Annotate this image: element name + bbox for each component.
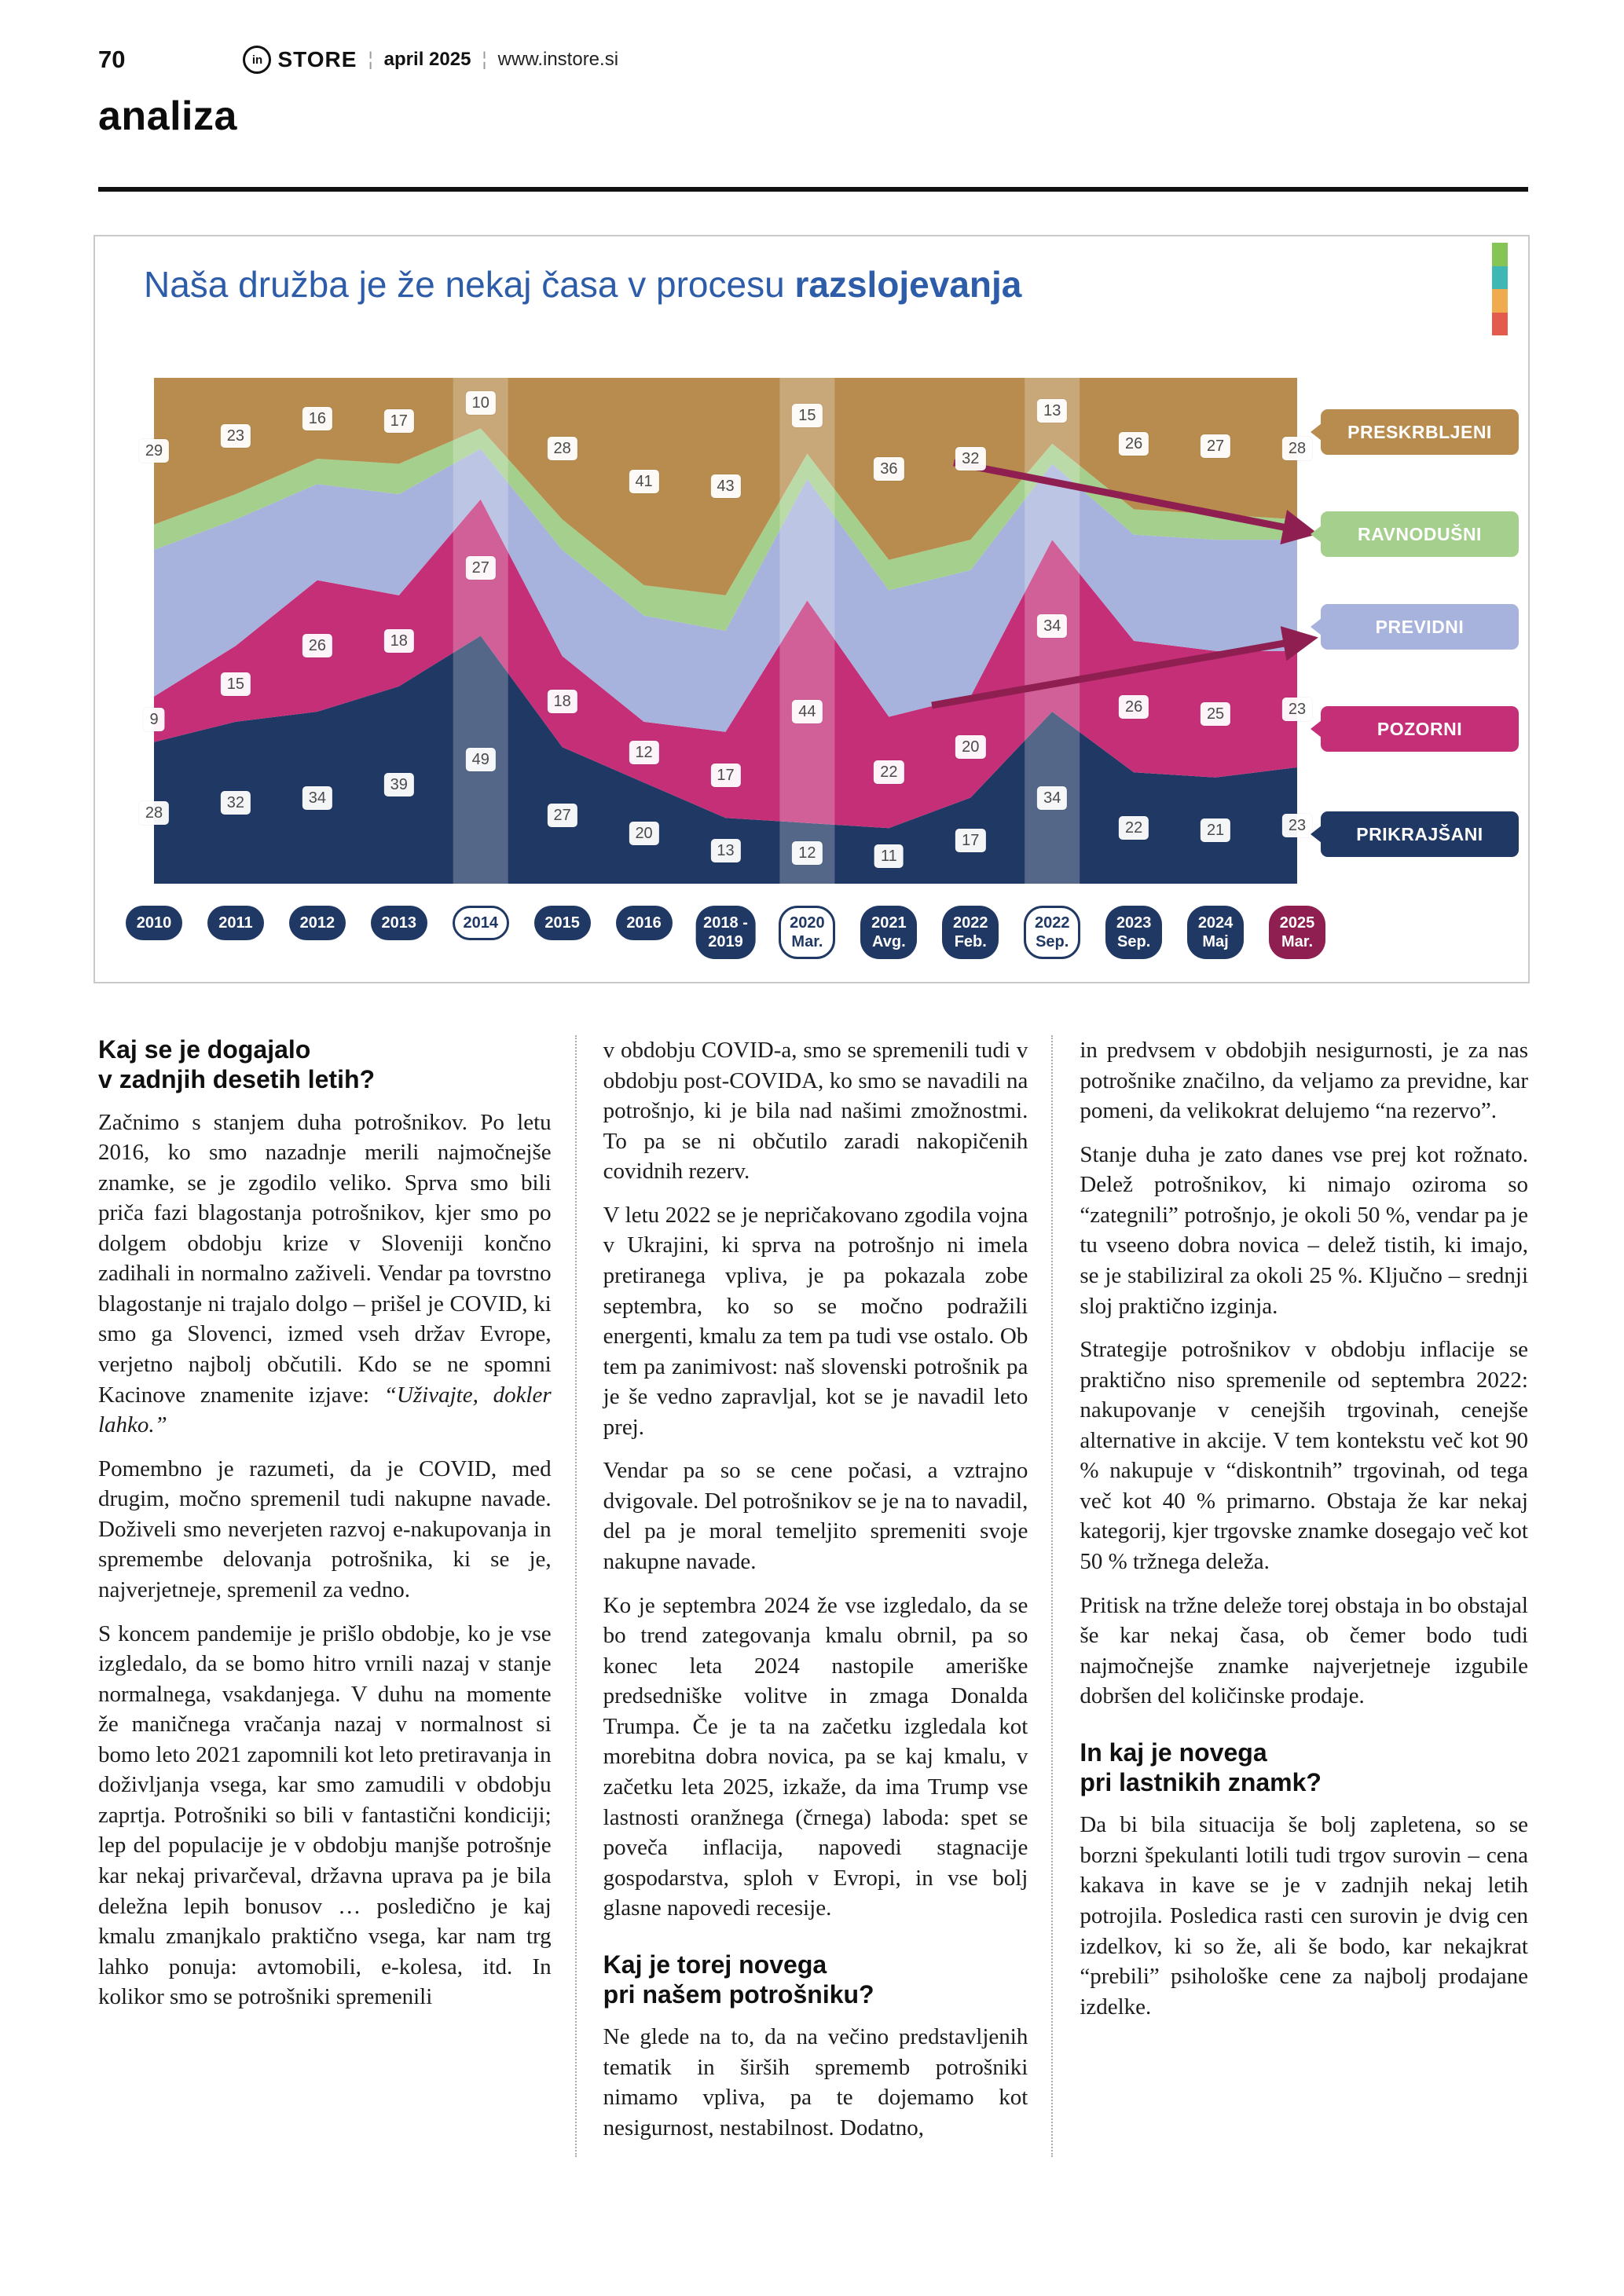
logo-glyph: in xyxy=(251,53,263,67)
value-label-prikrajsani: 27 xyxy=(548,804,577,827)
legend-label: PREVIDNI xyxy=(1375,616,1465,637)
legend-label: RAVNODUŠNI xyxy=(1358,523,1482,544)
brand-name: STORE xyxy=(277,47,357,71)
value-label-pozorni: 25 xyxy=(1201,702,1230,726)
value-label-prikrajsani: 39 xyxy=(384,773,414,796)
legend-label: PRESKRBLJENI xyxy=(1347,421,1492,442)
x-axis-pill: 2016 xyxy=(616,906,673,940)
quote-emphasis: “Uživajte, dokler lahko.” xyxy=(98,1382,552,1438)
value-label-pozorni: 20 xyxy=(955,735,985,759)
x-axis-pill: 2013 xyxy=(371,906,427,940)
value-label-preskrbljeni: 15 xyxy=(792,404,822,427)
x-axis-pill: 2022 Feb. xyxy=(942,906,999,959)
value-label-pozorni: 34 xyxy=(1037,614,1067,638)
legend-label: PRIKRAJŠANI xyxy=(1356,823,1483,844)
value-label-prikrajsani: 28 xyxy=(139,801,169,825)
article-paragraph: Strategije potrošnikov v obdobju inflacije se praktično niso spremenile od septembra 2022: nakupovanje v cenejših trgovinah, cenejše alternative in akcije. V tem kontekstu več kot 90 % nakupuje v “diskontnih” trgovinah, od tega več kot 40 % primarno. Obstaja že kar nekaj kategorij, kjer trgovske znamke dosegajo več kot 50 % tržnega deleža. xyxy=(1080,1337,1528,1574)
legend-pozorni xyxy=(1321,706,1519,752)
article-paragraph: Pomembno je razumeti, da je COVID, med drugim, močno spremenil tudi nakupne navade. Doživeli smo neverjeten razvoj e-nakupovanja in spremembe delovanja potrošnika, ki se je, najverjetneje, spremenil za vedno. xyxy=(98,1456,552,1602)
value-label-preskrbljeni: 27 xyxy=(1201,434,1230,458)
value-label-prikrajsani: 12 xyxy=(792,841,822,865)
page-header xyxy=(98,46,1528,74)
x-axis-pill: 2018 - 2019 xyxy=(695,906,756,959)
article-paragraph: Začnimo s stanjem duha potrošnikov. Po letu 2016, ko smo nazadnje merili najmočnejše znamke, se je zgodilo veliko. Sprva smo bili priča fazi blagostanja potrošnikov, kjer smo po dolgem obdobju krize v Sloveniji končno zadihali in normalno zaživeli. Vendar pa tovrstno blagostanje ni trajalo dolgo – prišel je COVID, ki smo ga Slovenci, izmed vseh držav Evrope, verjetno najbolj občutili. Kdo se ne spomni Kacinove znamenite izjave: “Uživajte, dokler lahko.” xyxy=(98,1109,552,1438)
value-label-prikrajsani: 34 xyxy=(1037,786,1067,810)
article-paragraph: Stanje duha je zato danes vse prej kot rožnato. Delež potrošnikov, ki nimajo oziroma so “zategnili” potrošnjo, je okoli 50 %, vendar pa je tu vseeno dobra novica – delež tistih, ki imajo, se je stabiliziral za okoli 25 %. Ključno – srednji sloj praktično izginja. xyxy=(1080,1141,1528,1319)
article-paragraph: S koncem pandemije je prišlo obdobje, ko je vse izgledalo, da se bomo hitro vrnili nazaj v stanje normalnega, vsakdanjega. V duhu na momente že maničnega vračanja nazaj v normalnost si bomo leto 2021 zapomnili kot leto pretiravanja in doživljanja vsega, kar smo zamudili v obdobju zaprtja. Potrošniki so bili v fantastični kondiciji; lep del populacije je v obdobju manjše potrošnje kar nekaj privarčeval, državna uprava pa je bila deležna lepih bonusov … posledično je kaj kmalu zmanjkalo praktično vsega, kar nam trg lahko ponuja: avtomobili, e-kolesa, itd. In kolikor smo se potrošniki spremenili xyxy=(98,1620,552,2010)
value-label-pozorni: 12 xyxy=(629,741,658,764)
corner-mark-segment xyxy=(1492,313,1508,336)
value-label-pozorni: 18 xyxy=(384,629,414,653)
value-label-prikrajsani: 23 xyxy=(1282,814,1312,837)
article-subheading: In kaj je novega pri lastnikih znamk? xyxy=(1080,1738,1322,1796)
x-axis-pill: 2020 Mar. xyxy=(779,906,835,959)
value-label-prikrajsani: 11 xyxy=(874,844,904,868)
x-axis-pill: 2010 xyxy=(126,906,182,940)
chart-panel xyxy=(93,235,1530,983)
value-label-pozorni: 27 xyxy=(466,556,496,580)
chart-canvas xyxy=(95,236,1531,985)
chart-title xyxy=(144,263,1021,306)
article-paragraph: V letu 2022 se je nepričakovano zgodila vojna v Ukrajini, ki sprva na potrošnjo ni imela pretiranega vpliva, je pa pokazala zobe septembra, ko so se močno podražili energenti, kmalu za tem pa tudi vse ostalo. Ob tem pa zanimivost: naš slovenski potrošnik pa je še vedno zapravljal, kot se je navadil leto prej. xyxy=(603,1202,1028,1440)
header-rule xyxy=(98,187,1528,192)
value-label-pozorni: 26 xyxy=(1119,695,1149,719)
legend-preskrbljeni xyxy=(1321,409,1519,455)
value-label-pozorni: 23 xyxy=(1282,698,1312,721)
value-label-pozorni: 44 xyxy=(792,700,822,723)
instore-logo-icon xyxy=(243,46,271,74)
value-label-prikrajsani: 34 xyxy=(302,786,332,810)
x-axis-pill: 2012 xyxy=(289,906,346,940)
value-label-prikrajsani: 49 xyxy=(466,748,496,771)
legend-previdni xyxy=(1321,604,1519,650)
value-label-pozorni: 18 xyxy=(548,690,577,713)
value-label-preskrbljeni: 29 xyxy=(139,439,169,463)
value-label-preskrbljeni: 28 xyxy=(548,437,577,460)
chart-title-text: Naša družba je že nekaj časa v procesu xyxy=(144,264,795,305)
article-paragraph: Ne glede na to, da na večino predstavljenih tematik in širših sprememb potrošniki nimamo vpliva, pa te dojemamo kot nesigurnost, nestabilnost. Dodatno, xyxy=(603,2024,1028,2140)
legend-ravnodusni xyxy=(1321,511,1519,557)
value-label-preskrbljeni: 16 xyxy=(302,407,332,430)
article-paragraph: Da bi bila situacija še bolj zapletena, so se borzni špekulanti lotili tudi trgov surovin – cena kakava in kave se je v zadnjih nekaj letih potrojila. Posledica rasti cen surovin je dvig cen izdelkov, ki so že, ali še bodo, kar nekajkrat “prebili” psihološke cene za najbolj prodajane izdelke. xyxy=(1080,1812,1528,2020)
article xyxy=(98,1035,1528,2157)
x-axis-pill: 2024 Maj xyxy=(1187,906,1244,959)
issue-date: april 2025 xyxy=(383,49,471,70)
value-label-prikrajsani: 20 xyxy=(629,822,658,845)
article-subheading: Kaj se je dogajalo v zadnjih desetih letih? xyxy=(98,1035,376,1093)
section-title: analiza xyxy=(98,93,237,139)
value-label-preskrbljeni: 32 xyxy=(955,447,985,471)
value-label-preskrbljeni: 36 xyxy=(874,457,904,481)
article-paragraph: Pritisk na tržne deleže torej obstaja in bo obstajal še kar nekaj časa, ob čemer bodo tudi najmočnejše znamke najverjetneje izgubile dobršen del količinske prodaje. xyxy=(1080,1592,1528,1709)
chart-title-emphasis: razslojevanja xyxy=(794,264,1022,305)
article-paragraph: v obdobju COVID-a, smo se spremenili tudi v obdobju post-COVIDA, ko smo se navadili na potrošnjo, ki je bila nad našimi zmožnostmi. To pa se ni občutilo zaradi nakopičenih covidnih rezerv. xyxy=(603,1038,1028,1185)
article-column-3 xyxy=(1051,1035,1528,2157)
article-paragraph: Ko je septembra 2024 že vse izgledalo, da se bo trend zategovanja kmalu obrnil, pa so konec leta 2024 nastopile ameriške predsedniške volitve in zmaga Donalda Trumpa. Če je ta na začetku izgledala kot morebitna dobra novica, pa se kaj kmalu, v začetku leta 2025, izkaže, da ima Trump vse lastnosti oranžnega (črnega) laboda: spet se poveča inflacija, napovedi stagnacije gospodarstva, sploh v Evropi, in vse bolj glasne napovedi recesije. xyxy=(603,1592,1028,1921)
value-label-preskrbljeni: 43 xyxy=(710,474,740,498)
corner-color-mark xyxy=(1492,243,1508,335)
highlight-column xyxy=(779,378,834,884)
article-paragraph: Vendar pa so se cene počasi, a vztrajno dvigovale. Del potrošnikov se je na to navadil, del pa je moral temeljito spremeniti svoje nakupne navade. xyxy=(603,1458,1028,1574)
website-link[interactable]: www.instore.si xyxy=(497,49,619,70)
legend-tail xyxy=(1311,720,1322,738)
value-label-preskrbljeni: 23 xyxy=(221,424,251,448)
value-label-preskrbljeni: 10 xyxy=(466,391,496,415)
value-label-prikrajsani: 17 xyxy=(955,829,985,852)
x-axis-pill: 2014 xyxy=(453,906,509,940)
value-label-pozorni: 9 xyxy=(143,708,164,731)
value-label-prikrajsani: 21 xyxy=(1201,818,1230,842)
article-column-2 xyxy=(575,1035,1052,2157)
legend-prikrajsani xyxy=(1321,811,1519,857)
page-number: 70 xyxy=(98,46,126,73)
value-label-preskrbljeni: 17 xyxy=(384,409,414,433)
x-axis-pill: 2023 Sep. xyxy=(1105,906,1162,959)
value-label-pozorni: 26 xyxy=(302,634,332,657)
legend-tail xyxy=(1311,525,1322,543)
x-axis-pill: 2021 Avg. xyxy=(860,906,917,959)
x-axis-pill: 2025 Mar. xyxy=(1269,906,1325,959)
x-axis-pill: 2015 xyxy=(534,906,591,940)
highlight-column xyxy=(453,378,508,884)
legend-tail xyxy=(1311,618,1322,635)
legend-label: POZORNI xyxy=(1377,718,1463,739)
stacked-area-chart xyxy=(95,236,1531,985)
masthead-brand-row xyxy=(243,46,618,74)
value-label-preskrbljeni: 28 xyxy=(1282,437,1312,460)
article-column-1 xyxy=(98,1035,575,2157)
value-label-pozorni: 15 xyxy=(221,672,251,696)
value-label-prikrajsani: 13 xyxy=(710,839,740,862)
corner-mark-segment xyxy=(1492,289,1508,313)
corner-mark-segment xyxy=(1492,243,1508,266)
legend-tail xyxy=(1311,826,1322,843)
legend-tail xyxy=(1311,423,1322,441)
value-label-preskrbljeni: 13 xyxy=(1037,399,1067,423)
x-axis-pill: 2011 xyxy=(207,906,264,940)
value-label-pozorni: 17 xyxy=(710,764,740,787)
corner-mark-segment xyxy=(1492,266,1508,290)
value-label-pozorni: 22 xyxy=(874,760,904,784)
article-subheading: Kaj je torej novega pri našem potrošniku? xyxy=(603,1950,874,2009)
x-axis-pill: 2022 Sep. xyxy=(1024,906,1080,959)
value-label-preskrbljeni: 41 xyxy=(629,470,658,493)
value-label-prikrajsani: 32 xyxy=(221,791,251,815)
separator: ¦ xyxy=(368,49,373,70)
article-paragraph: in predvsem v obdobjih nesigurnosti, je za nas potrošnike značilno, da veljamo za previdne, kar pomeni, da velikokrat delujemo “na rezervo”. xyxy=(1080,1038,1528,1124)
value-label-prikrajsani: 22 xyxy=(1119,816,1149,840)
separator: ¦ xyxy=(482,49,487,70)
value-label-preskrbljeni: 26 xyxy=(1119,432,1149,456)
